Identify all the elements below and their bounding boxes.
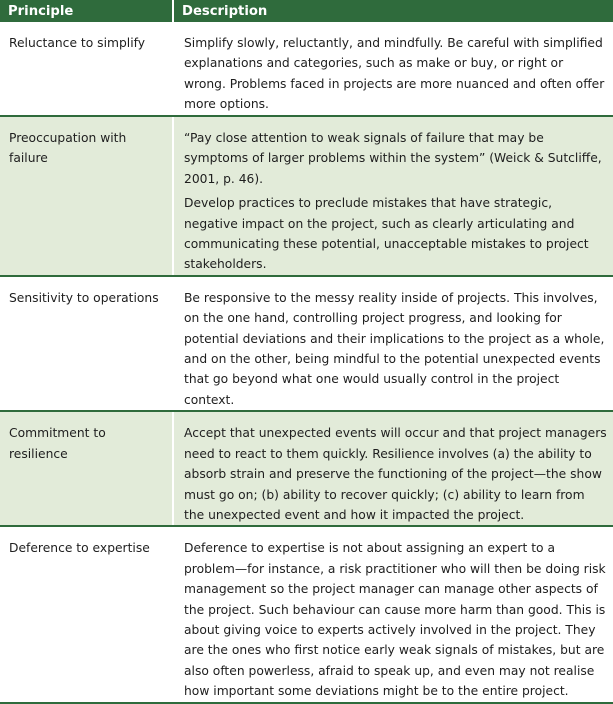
principle-cell: Preoccupation with failure [0,116,173,276]
table-row [0,526,613,702]
header-principle: Principle [0,0,173,22]
table-row [0,411,613,526]
description-paragraph: “Pay close attention to weak signals of failure that may be symptoms of larger problems within the system” (Weick & Sutcliffe, 2001, p. 46). [184,131,602,186]
description-paragraph: Be responsive to the messy reality inside of projects. This involves, on the one hand, controlling project progress, and looking for potential deviations and their implications to the project as a whole, and on the other, being mindful to the potential unexpected events that go beyond what one would usually control in the project context. [184,290,605,407]
description-cell [173,411,613,526]
description-paragraph: Accept that unexpected events will occur and that project managers need to react to them quickly. Resilience involves (a) the ability to absorb strain and preserve the functioning of the project—the show must go on; (b) ability to recover quickly; (c) ability to learn from the unexpected event and how it impacted the project. [184,426,607,522]
description-cell [173,116,613,276]
description-paragraph: Simplify slowly, reluctantly, and mindfully. Be careful with simplified explanations and categories, such as make or buy, or right or wrong. Problems faced in projects are more nuanced and often offer more options. [184,36,605,112]
table-header-row [0,0,613,22]
description-paragraph: Develop practices to preclude mistakes that have strategic, negative impact on the project, such as clearly articulating and communicating these potential, unacceptable mistakes to project stakeholders. [184,196,589,272]
principle-cell: Deference to expertise [0,526,173,702]
principle-cell: Reluctance to simplify [0,22,173,116]
table-row [0,276,613,411]
table-row [0,116,613,276]
description-paragraph: Deference to expertise is not about assigning an expert to a problem—for instance, a risk practitioner who will then be doing risk management so the project manager can manage other aspects of the project. Such behaviour can cause more harm than good. This is about giving voice to experts actively involved in the project. They are the ones who first notice early weak signals of mistakes, but are also often powerless, afraid to speak up, and even may not realise how important some deviations might be to the entire project. [184,541,606,699]
description-cell [173,22,613,116]
principle-cell: Sensitivity to operations [0,276,173,411]
table-row [0,22,613,116]
principle-cell: Commitment to resilience [0,411,173,526]
header-description: Description [173,0,613,22]
description-cell [173,276,613,411]
description-cell [173,526,613,702]
